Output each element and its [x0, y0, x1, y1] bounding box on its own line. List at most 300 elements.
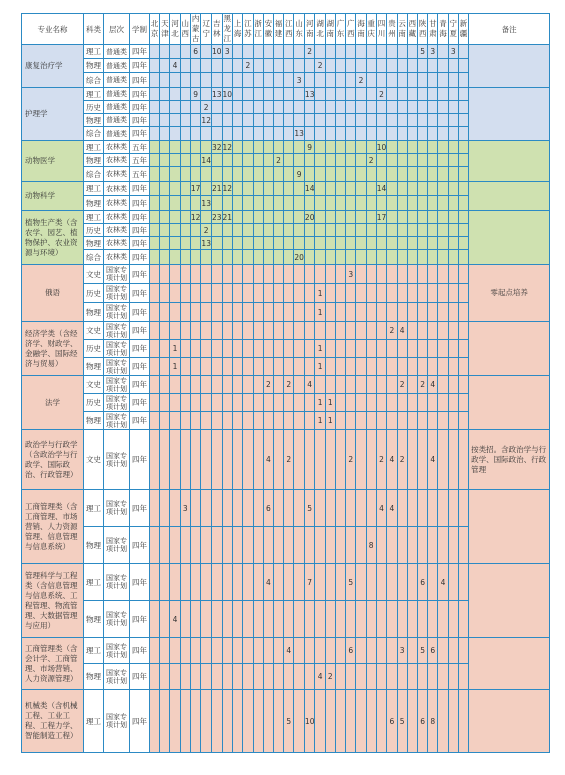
subject-cell: 历史	[84, 101, 104, 114]
quota-cell	[211, 490, 222, 527]
quota-cell	[366, 211, 376, 224]
quota-cell	[397, 73, 407, 88]
quota-cell	[407, 664, 417, 690]
quota-cell	[366, 690, 376, 753]
quota-cell	[458, 237, 468, 250]
quota-cell	[304, 265, 315, 284]
quota-cell	[315, 127, 325, 141]
quota-cell: 10	[376, 142, 387, 152]
header-province: 天津	[160, 14, 170, 45]
quota-cell	[417, 237, 427, 250]
duration-cell: 四年	[130, 527, 150, 564]
quota-cell	[428, 114, 438, 127]
quota-cell	[160, 182, 170, 196]
quota-cell	[356, 601, 366, 638]
major-name: 经济学类（含经济学、财政学、金融学、国际经济与贸易）	[22, 322, 84, 376]
quota-cell	[190, 154, 201, 167]
quota-cell	[335, 394, 345, 412]
quota-cell	[222, 340, 233, 358]
quota-cell	[160, 167, 170, 182]
quota-cell	[160, 303, 170, 322]
note-cell	[469, 564, 550, 638]
quota-cell	[428, 154, 438, 167]
quota-cell	[335, 250, 345, 265]
quota-cell	[243, 358, 253, 376]
major-name: 俄语	[22, 265, 84, 322]
quota-cell: 2	[304, 45, 315, 59]
quota-cell	[150, 224, 160, 237]
quota-cell	[325, 45, 335, 59]
quota-cell	[284, 127, 294, 141]
quota-cell	[160, 376, 170, 394]
quota-cell	[407, 303, 417, 322]
subject-cell: 物理	[84, 237, 104, 250]
quota-cell	[160, 394, 170, 412]
quota-cell	[190, 527, 201, 564]
quota-cell	[438, 196, 448, 211]
quota-cell	[150, 284, 160, 303]
quota-cell	[417, 101, 427, 114]
quota-cell: 2	[397, 430, 407, 490]
table-row	[22, 182, 550, 196]
major-name: 法学	[22, 376, 84, 430]
quota-cell	[346, 376, 356, 394]
quota-cell	[273, 101, 283, 114]
quota-cell	[294, 224, 305, 237]
level-cell: 国家专项计划	[104, 412, 130, 430]
quota-cell: 4	[170, 601, 180, 638]
quota-cell	[160, 88, 170, 101]
quota-cell	[233, 45, 243, 59]
quota-cell	[190, 322, 201, 340]
quota-cell	[438, 358, 448, 376]
quota-cell	[150, 690, 160, 753]
quota-cell	[366, 73, 376, 88]
major-name: 康复治疗学	[22, 45, 84, 88]
subject-cell: 物理	[84, 601, 104, 638]
level-cell: 国家专项计划	[104, 601, 130, 638]
quota-cell: 6	[190, 45, 201, 59]
quota-cell	[458, 664, 468, 690]
major-name: 动物医学	[22, 141, 84, 182]
quota-cell	[458, 101, 468, 114]
duration-cell: 四年	[130, 196, 150, 211]
quota-cell	[458, 127, 468, 141]
quota-cell	[366, 340, 376, 358]
quota-cell	[366, 182, 376, 196]
quota-cell	[356, 59, 366, 73]
quota-cell	[243, 376, 253, 394]
quota-cell	[222, 303, 233, 322]
quota-cell	[253, 114, 263, 127]
header-province: 江苏	[243, 14, 253, 45]
quota-cell	[458, 303, 468, 322]
header-province: 西藏	[407, 14, 417, 45]
quota-cell	[273, 527, 283, 564]
quota-cell	[253, 237, 263, 250]
quota-cell	[335, 114, 345, 127]
quota-cell	[407, 211, 417, 224]
subject-cell: 综合	[84, 73, 104, 88]
quota-cell	[180, 358, 190, 376]
quota-cell	[201, 690, 212, 753]
quota-cell	[387, 638, 397, 664]
quota-cell	[253, 167, 263, 182]
quota-cell	[315, 322, 325, 340]
quota-cell	[356, 224, 366, 237]
note-cell	[469, 211, 550, 265]
quota-cell	[335, 101, 345, 114]
quota-cell	[387, 45, 397, 59]
quota-cell	[417, 430, 427, 490]
quota-cell	[458, 59, 468, 73]
level-cell: 国家专项计划	[104, 303, 130, 322]
header-province: 云南	[397, 14, 407, 45]
quota-cell	[458, 265, 468, 284]
quota-cell	[376, 224, 387, 237]
quota-cell	[335, 322, 345, 340]
quota-cell	[376, 601, 387, 638]
quota-cell	[160, 101, 170, 114]
header-province: 陕西	[417, 14, 427, 45]
quota-cell	[397, 664, 407, 690]
quota-cell	[315, 490, 325, 527]
quota-cell	[366, 490, 376, 527]
quota-cell	[233, 664, 243, 690]
level-cell: 国家专项计划	[104, 376, 130, 394]
quota-cell	[428, 358, 438, 376]
quota-cell	[160, 527, 170, 564]
quota-cell	[428, 224, 438, 237]
quota-cell	[335, 638, 345, 664]
quota-cell	[438, 224, 448, 237]
header-note: 备注	[469, 14, 550, 45]
quota-cell	[346, 490, 356, 527]
header-province: 山东	[294, 14, 305, 45]
quota-cell	[335, 167, 345, 182]
quota-cell	[407, 430, 417, 490]
quota-cell	[315, 73, 325, 88]
quota-cell	[387, 224, 397, 237]
quota-cell	[243, 601, 253, 638]
quota-cell	[160, 141, 170, 154]
quota-cell: 4	[263, 564, 273, 601]
quota-cell	[376, 340, 387, 358]
subject-cell: 物理	[84, 664, 104, 690]
quota-cell	[222, 224, 233, 237]
header-province: 四川	[376, 14, 387, 45]
quota-cell	[438, 601, 448, 638]
quota-cell	[417, 114, 427, 127]
quota-cell	[211, 284, 222, 303]
quota-cell	[335, 224, 345, 237]
quota-cell	[417, 59, 427, 73]
quota-cell	[160, 490, 170, 527]
quota-cell	[458, 322, 468, 340]
level-cell: 普通类	[104, 101, 130, 114]
quota-cell	[294, 690, 305, 753]
quota-cell	[438, 88, 448, 101]
quota-cell	[233, 265, 243, 284]
quota-cell	[438, 59, 448, 73]
quota-cell	[366, 638, 376, 664]
quota-cell	[458, 430, 468, 490]
quota-cell	[397, 490, 407, 527]
quota-cell	[397, 564, 407, 601]
quota-cell	[356, 284, 366, 303]
quota-cell	[170, 73, 180, 88]
quota-cell: 5	[304, 490, 315, 527]
duration-cell: 四年	[130, 224, 150, 237]
quota-cell	[407, 45, 417, 59]
quota-cell	[428, 394, 438, 412]
quota-cell	[150, 601, 160, 638]
quota-cell	[448, 322, 458, 340]
quota-cell	[356, 211, 366, 224]
quota-cell	[304, 664, 315, 690]
quota-cell	[190, 73, 201, 88]
quota-cell	[284, 527, 294, 564]
quota-cell	[273, 340, 283, 358]
duration-cell: 四年	[130, 182, 150, 196]
quota-cell	[315, 265, 325, 284]
quota-cell	[190, 690, 201, 753]
quota-cell	[438, 322, 448, 340]
quota-cell	[150, 237, 160, 250]
quota-cell	[304, 394, 315, 412]
quota-cell	[294, 211, 305, 224]
subject-cell: 理工	[84, 182, 104, 196]
quota-cell	[438, 638, 448, 664]
quota-cell	[294, 340, 305, 358]
quota-cell	[376, 167, 387, 182]
quota-cell	[294, 101, 305, 114]
quota-cell	[243, 141, 253, 154]
quota-cell: 13	[201, 238, 211, 248]
quota-cell	[150, 167, 160, 182]
quota-cell: 4	[304, 376, 315, 394]
major-name: 护理学	[22, 88, 84, 141]
quota-cell	[315, 196, 325, 211]
quota-cell	[376, 358, 387, 376]
quota-cell	[233, 430, 243, 490]
header-province: 重庆	[366, 14, 376, 45]
quota-cell	[263, 412, 273, 430]
quota-cell: 1	[315, 303, 325, 322]
quota-cell	[407, 196, 417, 211]
quota-cell	[438, 127, 448, 141]
subject-cell: 综合	[84, 250, 104, 265]
quota-cell	[211, 154, 222, 167]
major-name: 植物生产类（含农学、园艺、植物保护、农业资源与环境）	[22, 211, 84, 265]
quota-cell	[253, 564, 263, 601]
quota-cell: 6	[428, 638, 438, 664]
quota-cell	[273, 490, 283, 527]
quota-cell	[222, 638, 233, 664]
duration-cell: 四年	[130, 45, 150, 59]
note-cell	[469, 322, 550, 376]
level-cell: 国家专项计划	[104, 690, 130, 753]
quota-cell	[448, 601, 458, 638]
quota-cell	[180, 394, 190, 412]
level-cell: 普通类	[104, 114, 130, 127]
quota-cell	[273, 601, 283, 638]
quota-cell: 1	[315, 358, 325, 376]
quota-cell	[180, 237, 190, 250]
quota-cell	[448, 490, 458, 527]
quota-cell	[397, 114, 407, 127]
duration-cell: 五年	[130, 154, 150, 167]
quota-cell	[346, 141, 356, 154]
quota-cell	[315, 224, 325, 237]
quota-cell	[428, 564, 438, 601]
quota-cell: 3	[222, 45, 233, 59]
quota-cell	[273, 88, 283, 101]
quota-cell	[356, 127, 366, 141]
quota-cell: 32	[211, 142, 222, 152]
quota-cell	[346, 303, 356, 322]
quota-cell	[170, 224, 180, 237]
quota-cell	[243, 237, 253, 250]
quota-cell	[253, 101, 263, 114]
quota-cell	[243, 127, 253, 141]
quota-cell	[150, 412, 160, 430]
major-name: 工商管理类（含会计学、工商管理、市场营销、人力资源管理）	[22, 638, 84, 690]
quota-cell	[458, 154, 468, 167]
quota-cell	[233, 358, 243, 376]
quota-cell	[190, 490, 201, 527]
quota-cell: 2	[243, 59, 253, 73]
quota-cell	[284, 101, 294, 114]
quota-cell	[387, 196, 397, 211]
table-row	[22, 211, 550, 224]
quota-cell	[366, 114, 376, 127]
quota-cell	[407, 322, 417, 340]
duration-cell: 四年	[130, 564, 150, 601]
quota-cell	[387, 664, 397, 690]
quota-cell	[253, 211, 263, 224]
quota-cell	[190, 101, 201, 114]
quota-cell	[284, 141, 294, 154]
quota-cell	[243, 412, 253, 430]
quota-cell	[253, 45, 263, 59]
quota-cell	[366, 322, 376, 340]
quota-cell	[170, 250, 180, 265]
quota-cell	[438, 690, 448, 753]
note-cell	[469, 490, 550, 564]
quota-cell	[387, 303, 397, 322]
note-cell	[469, 690, 550, 753]
quota-cell	[366, 237, 376, 250]
quota-cell	[325, 101, 335, 114]
quota-cell	[366, 250, 376, 265]
quota-cell	[387, 88, 397, 101]
quota-cell	[180, 141, 190, 154]
quota-cell	[253, 358, 263, 376]
quota-cell	[243, 73, 253, 88]
quota-cell	[180, 59, 190, 73]
quota-cell	[438, 167, 448, 182]
quota-cell	[170, 690, 180, 753]
quota-cell	[428, 182, 438, 196]
quota-cell	[222, 73, 233, 88]
quota-cell	[335, 88, 345, 101]
quota-cell	[263, 114, 273, 127]
quota-cell	[346, 322, 356, 340]
quota-cell	[243, 664, 253, 690]
quota-cell	[428, 211, 438, 224]
quota-cell	[201, 59, 212, 73]
quota-cell	[273, 45, 283, 59]
quota-cell	[294, 490, 305, 527]
quota-cell	[294, 412, 305, 430]
quota-cell	[273, 376, 283, 394]
quota-cell	[417, 127, 427, 141]
quota-cell	[335, 690, 345, 753]
table-row	[22, 322, 550, 340]
quota-cell	[273, 690, 283, 753]
quota-cell	[407, 358, 417, 376]
quota-cell	[335, 127, 345, 141]
quota-cell	[284, 196, 294, 211]
quota-cell	[417, 250, 427, 265]
quota-cell	[263, 394, 273, 412]
quota-cell	[253, 141, 263, 154]
quota-cell	[170, 167, 180, 182]
quota-cell	[170, 196, 180, 211]
quota-cell	[211, 265, 222, 284]
quota-cell	[448, 224, 458, 237]
quota-cell	[222, 490, 233, 527]
quota-cell	[346, 340, 356, 358]
quota-cell	[458, 412, 468, 430]
quota-cell	[263, 527, 273, 564]
quota-cell	[304, 303, 315, 322]
level-cell: 国家专项计划	[104, 265, 130, 284]
quota-cell	[407, 250, 417, 265]
quota-cell: 1	[315, 284, 325, 303]
quota-cell	[438, 182, 448, 196]
quota-cell: 1	[315, 394, 325, 412]
quota-cell	[304, 601, 315, 638]
quota-cell	[201, 265, 212, 284]
quota-cell	[356, 376, 366, 394]
quota-cell	[211, 430, 222, 490]
quota-cell	[263, 101, 273, 114]
quota-cell	[190, 303, 201, 322]
quota-cell	[438, 141, 448, 154]
quota-cell	[211, 564, 222, 601]
level-cell: 农林类	[104, 211, 130, 224]
quota-cell	[407, 690, 417, 753]
quota-cell	[150, 376, 160, 394]
subject-cell: 历史	[84, 394, 104, 412]
quota-cell	[356, 690, 366, 753]
quota-cell	[325, 601, 335, 638]
quota-cell	[222, 690, 233, 753]
quota-cell	[346, 196, 356, 211]
quota-cell: 10	[222, 89, 233, 99]
quota-cell	[428, 664, 438, 690]
quota-cell	[315, 690, 325, 753]
quota-cell	[211, 196, 222, 211]
quota-cell	[428, 196, 438, 211]
quota-cell: 4	[438, 564, 448, 601]
quota-cell	[407, 224, 417, 237]
quota-cell	[294, 284, 305, 303]
quota-cell	[438, 394, 448, 412]
quota-cell	[243, 638, 253, 664]
